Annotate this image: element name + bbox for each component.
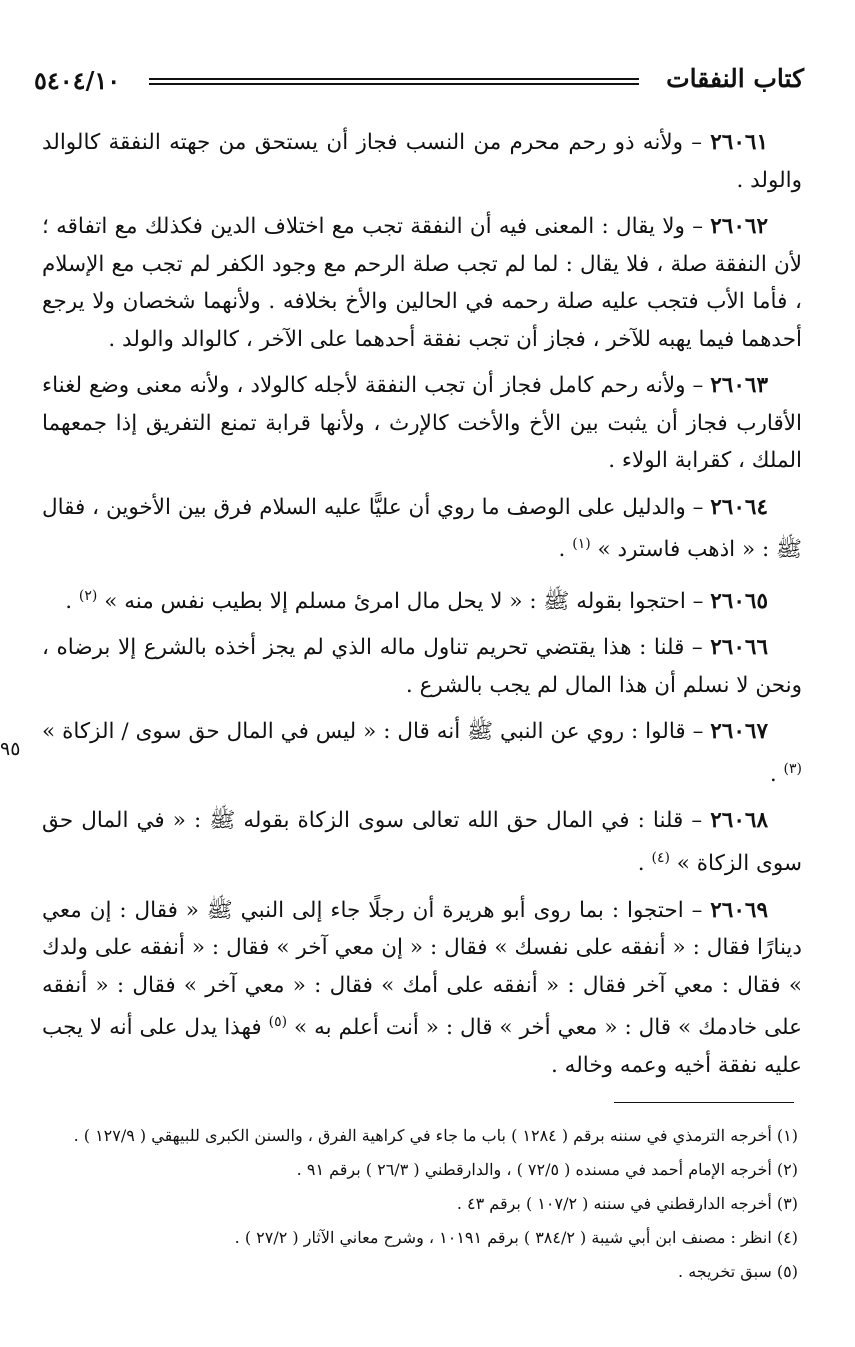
paragraph-tail: . <box>769 761 784 787</box>
paragraph-number: ٢٦٠٦٦ <box>710 635 768 661</box>
paragraph-text: – ولا يقال : المعنى فيه أن النفقة تجب مع اختلاف الدين فكذلك مع اتفاقه ؛ لأن النفقة صلة ، فلا يقال : لما لم تجب صلة الرحم مع وجود الكفر لم تجب مع الإسلام ، فأما الأب فتجب عليه صلة رحمه في الحالين والأخ بخلافه . ولأنهما شخصان ولا يرجع أحدهما فيما يهبه للآخر ، فجاز أن تجب نفقة أحدهما على الآخر ، كالوالد والولد . <box>42 214 802 352</box>
paragraph-text: – احتجوا بقوله ﷺ : « لا يحل مال امرئ مسلم إلا بطيب نفس منه » <box>104 588 704 614</box>
paragraph-tail: فهذا يدل على أنه لا يجب عليه نفقة أخيه وعمه وخاله . <box>42 1015 802 1078</box>
paragraph <box>42 713 802 793</box>
footnote: (٣) أخرجه الدارقطني في سننه ( ١٠٧/٢ ) برقم ٤٣ . <box>456 1194 798 1213</box>
paragraph <box>42 578 802 621</box>
paragraph <box>42 802 802 882</box>
paragraph-text: – قلنا : في المال حق الله تعالى سوى الزكاة بقوله ﷺ : « في المال حق سوى الزكاة » <box>42 808 802 877</box>
paragraph-text: – ولأنه رحم كامل فجاز أن تجب النفقة لأجله كالولاد ، ولأنه معنى وضع لغناء الأقارب فجاز أن يثبت بين الأخ والأخت كالإرث ، ولأنها قرابة تمنع التفريق إذا جمعهما الملك ، كقرابة الولاء . <box>42 373 802 473</box>
paragraph-text: – قلنا : هذا يقتضي تحريم تناول ماله الذي لم يجز أخذه بالشرع إلا برضاه ، ونحن لا نسلم أن هذا المال لم يجب بالشرع . <box>42 635 802 698</box>
paragraph-text: – قالوا : روي عن النبي ﷺ أنه قال : « ليس في المال حق سوى / الزكاة » <box>42 719 704 745</box>
paragraph-number: ٢٦٠٦٨ <box>710 808 768 834</box>
margin-page-number: ٩٥ <box>0 738 21 760</box>
footnote-separator <box>614 1102 794 1103</box>
paragraph-number: ٢٦٠٦٧ <box>710 719 768 745</box>
footnote: (٥) سبق تخريجه . <box>678 1262 798 1281</box>
footnote-marker: (٥) <box>268 1014 288 1031</box>
page-header <box>34 64 804 100</box>
paragraph <box>42 124 802 199</box>
paragraph-tail: . <box>637 851 652 877</box>
paragraph <box>42 208 802 358</box>
paragraph <box>42 629 802 704</box>
footnote: (١) أخرجه الترمذي في سننه برقم ( ١٢٨٤ ) باب ما جاء في كراهية الفرق ، والسنن الكبرى للبيهقي ( ١٢٧/٩ ) . <box>73 1126 798 1145</box>
footnote-marker: (٢) <box>78 587 98 604</box>
paragraph <box>42 489 802 569</box>
footnote-marker: (٣) <box>783 760 802 777</box>
main-text <box>42 124 802 1093</box>
paragraph-text: – والدليل على الوصف ما روي أن عليًّا عليه السلام فرق بين الأخوين ، فقال ﷺ : « اذهب فاسترد » <box>42 494 802 563</box>
footnote: (٢) أخرجه الإمام أحمد في مسنده ( ٧٢/٥ ) ، والدارقطني ( ٢٦/٣ ) برقم ٩١ . <box>296 1160 798 1179</box>
page-reference: ٥٤٠٤/١٠ <box>34 66 121 95</box>
paragraph <box>42 367 802 480</box>
paragraph-tail: . <box>65 588 79 614</box>
footnote-marker: (٤) <box>651 849 670 866</box>
paragraph-number: ٢٦٠٦٢ <box>710 214 768 239</box>
paragraph-tail: . <box>558 537 573 563</box>
book-title: كتاب النفقات <box>666 64 804 93</box>
footnote: (٤) انظر : مصنف ابن أبي شيبة ( ٣٨٤/٢ ) برقم ١٠١٩١ ، وشرح معاني الآثار ( ٢٧/٢ ) . <box>234 1228 798 1247</box>
footnote-marker: (١) <box>572 536 591 552</box>
paragraph-text: – احتجوا : بما روى أبو هريرة أن رجلًا جاء إلى النبي ﷺ « فقال : إن معي دينارًا فقال : « أنفقه على نفسك » فقال : « إن معي آخر » فقال : « أنفقه على ولدك » فقال : معي آخر فقال : « أنفقه على أمك » فقال : « معي آخر » فقال : « أنفقه على خادمك » قال : « معي أخر » قال : « أنت أعلم به » <box>42 897 802 1041</box>
paragraph-number: ٢٦٠٦٥ <box>710 588 768 614</box>
footnotes <box>38 1120 798 1290</box>
paragraph-number: ٢٦٠٦١ <box>710 130 768 155</box>
header-rule <box>149 83 639 85</box>
paragraph <box>42 892 802 1085</box>
paragraph-number: ٢٦٠٦٣ <box>710 373 768 398</box>
paragraph-text: – ولأنه ذو رحم محرم من النسب فجاز أن يستحق من جهته النفقة كالوالد والولد . <box>42 130 802 193</box>
paragraph-number: ٢٦٠٦٤ <box>710 494 768 520</box>
header-rule <box>149 78 639 80</box>
paragraph-number: ٢٦٠٦٩ <box>710 897 768 923</box>
